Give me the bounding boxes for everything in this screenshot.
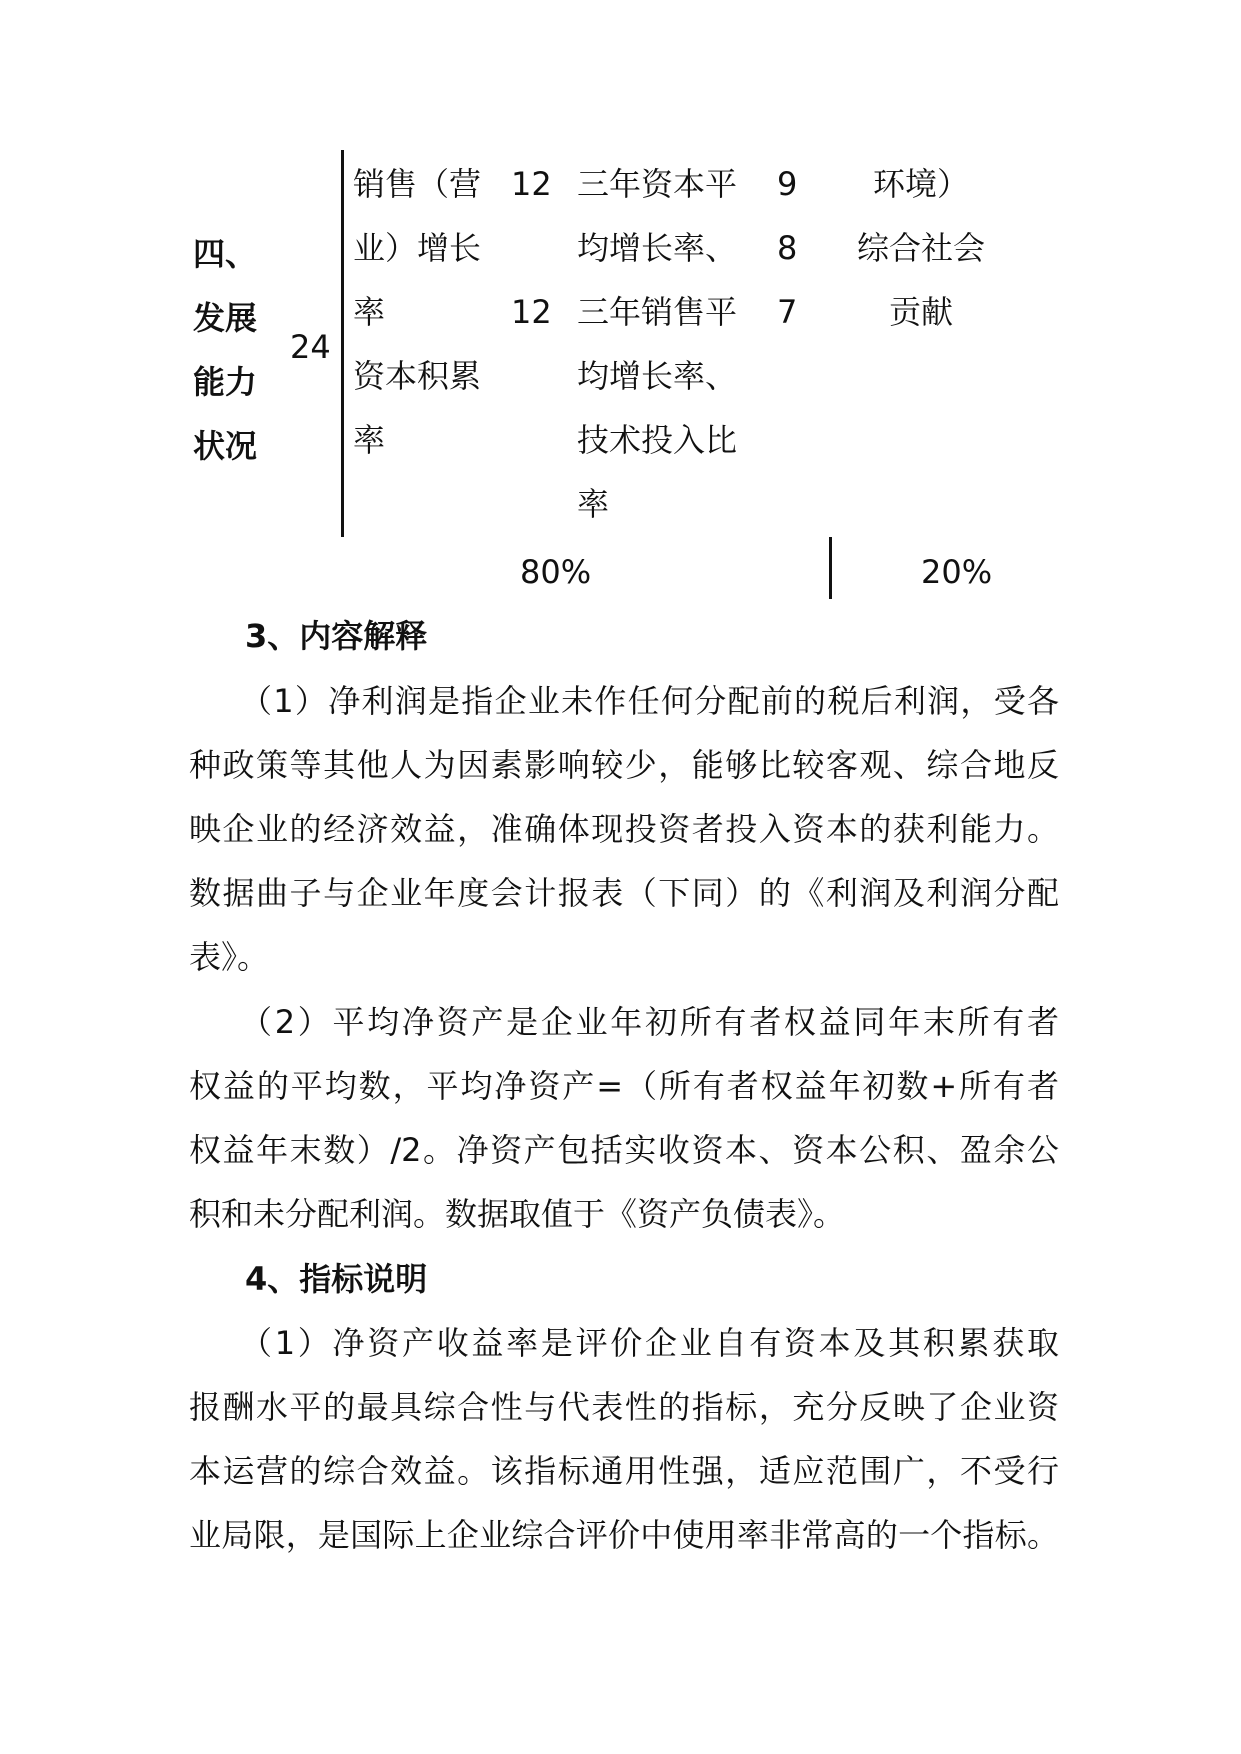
modify-weight-1: 9 — [777, 165, 798, 203]
paragraph-line: 业局限，是国际上企业综合评价中使用率非常高的一个指标。 — [189, 1516, 1059, 1554]
modify-indicator-line-1: 三年资本平 — [577, 165, 738, 203]
category-line-4: 状况 — [193, 427, 258, 465]
modify-indicator-line-4: 均增长率、 — [577, 357, 738, 395]
basic-weight-1: 12 — [511, 165, 552, 203]
basic-indicator-line-4: 资本积累 — [353, 357, 482, 395]
paragraph-line: （1）净利润是指企业未作任何分配前的税后利润，受各 — [240, 682, 1059, 720]
paragraph-line: 权益年末数）/2。净资产包括实收资本、资本公积、盈余公 — [189, 1131, 1059, 1169]
modify-weight-3: 7 — [777, 293, 798, 331]
category-score: 24 — [290, 328, 331, 366]
weight-percent-right: 20% — [921, 553, 993, 591]
paragraph-line: 积和未分配利润。数据取值于《资产负债表》。 — [189, 1195, 846, 1233]
evaluation-line-1: 环境） — [873, 165, 970, 203]
table-vertical-rule — [341, 150, 344, 537]
category-line-2: 发展 — [193, 299, 258, 337]
basic-weight-2: 12 — [511, 293, 552, 331]
modify-indicator-line-5: 技术投入比 — [577, 421, 738, 459]
paragraph-line: 种政策等其他人为因素影响较少，能够比较客观、综合地反 — [189, 746, 1059, 784]
paragraph-line: 数据曲子与企业年度会计报表（下同）的《利润及利润分配 — [189, 874, 1059, 912]
category-line-3: 能力 — [193, 363, 258, 401]
modify-indicator-line-6: 率 — [577, 485, 610, 523]
section-4-heading: 4、指标说明 — [245, 1260, 428, 1298]
paragraph-line: （2）平均净资产是企业年初所有者权益同年末所有者 — [240, 1003, 1059, 1041]
paragraph-line: （1）净资产收益率是评价企业自有资本及其积累获取 — [240, 1324, 1059, 1362]
basic-indicator-line-1: 销售（营 — [353, 165, 482, 203]
modify-weight-2: 8 — [777, 229, 798, 267]
percent-divider — [829, 537, 832, 599]
paragraph-line: 权益的平均数，平均净资产=（所有者权益年初数+所有者 — [189, 1067, 1059, 1105]
basic-indicator-line-2: 业）增长 — [353, 229, 482, 267]
evaluation-line-2: 综合社会 — [857, 229, 986, 267]
evaluation-line-3: 贡献 — [889, 293, 954, 331]
category-line-1: 四、 — [193, 235, 258, 273]
modify-indicator-line-2: 均增长率、 — [577, 229, 738, 267]
paragraph-line: 映企业的经济效益，准确体现投资者投入资本的获利能力。 — [189, 810, 1059, 848]
paragraph-line: 报酬水平的最具综合性与代表性的指标，充分反映了企业资 — [189, 1388, 1059, 1426]
paragraph-line: 表》。 — [189, 938, 270, 976]
modify-indicator-line-3: 三年销售平 — [577, 293, 738, 331]
basic-indicator-line-3: 率 — [353, 293, 386, 331]
paragraph-line: 本运营的综合效益。该指标通用性强，适应范围广，不受行 — [189, 1452, 1059, 1490]
section-3-heading: 3、内容解释 — [245, 617, 428, 655]
basic-indicator-line-5: 率 — [353, 421, 386, 459]
weight-percent-left: 80% — [520, 553, 592, 591]
